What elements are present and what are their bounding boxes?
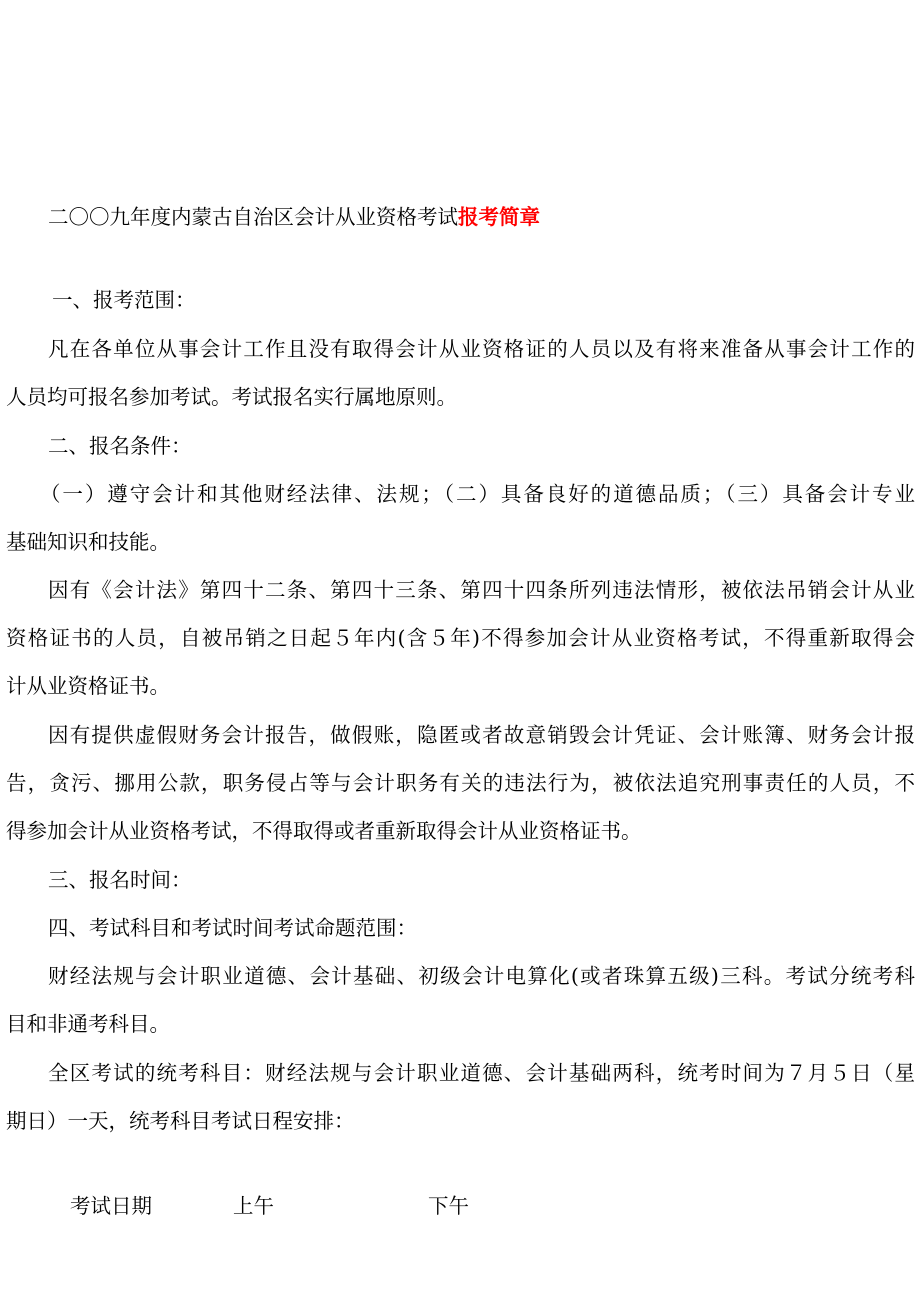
paragraph-line: 因有提供虚假财务会计报告，做假账，隐匿或者故意销毁会计凭证、会计账簿、财务会计报 (48, 723, 915, 747)
section-heading-1: 一、报考范围： (52, 288, 196, 312)
header-afternoon: 下午 (428, 1194, 469, 1218)
title-highlight: 报考简章 (458, 205, 540, 229)
paragraph-line: 基础知识和技能。 (6, 530, 170, 554)
paragraph-line: 财经法规与会计职业道德、会计基础、初级会计电算化(或者珠算五级)三科。考试分统考科 (48, 964, 915, 988)
paragraph-line: 凡在各单位从事会计工作且没有取得会计从业资格证的人员以及有将来准备从事会计工作的 (48, 337, 915, 361)
section-heading-3: 三、报名时间： (48, 868, 192, 892)
header-morning: 上午 (233, 1194, 274, 1218)
paragraph-line: 计从业资格证书。 (6, 674, 170, 698)
document-title (48, 202, 915, 232)
paragraph-line: 期日）一天，统考科目考试日程安排： (6, 1109, 355, 1133)
paragraph-line: 人员均可报名参加考试。考试报名实行属地原则。 (6, 385, 457, 409)
header-exam-date: 考试日期 (70, 1194, 152, 1218)
paragraph-line: 目和非通考科目。 (6, 1012, 170, 1036)
paragraph-line: 得参加会计从业资格考试，不得取得或者重新取得会计从业资格证书。 (6, 819, 642, 843)
title-text: 二〇〇九年度内蒙古自治区会计从业资格考试 (48, 205, 458, 229)
section-heading-4: 四、考试科目和考试时间考试命题范围： (48, 916, 417, 940)
paragraph-line: 全区考试的统考科目：财经法规与会计职业道德、会计基础两科，统考时间为７月５日（星 (48, 1061, 915, 1085)
paragraph-line: 因有《会计法》第四十二条、第四十三条、第四十四条所列违法情形，被依法吊销会计从业 (48, 578, 915, 602)
paragraph-line: 资格证书的人员，自被吊销之日起５年内(含５年)不得参加会计从业资格考试，不得重新取得会 (6, 626, 915, 650)
section-heading-2: 二、报名条件： (48, 434, 192, 458)
paragraph-line: 告，贪污、挪用公款，职务侵占等与会计职务有关的违法行为，被依法追究刑事责任的人员，不 (6, 771, 915, 795)
paragraph-line: （一）遵守会计和其他财经法律、法规；（二）具备良好的道德品质；（三）具备会计专业 (40, 482, 915, 506)
